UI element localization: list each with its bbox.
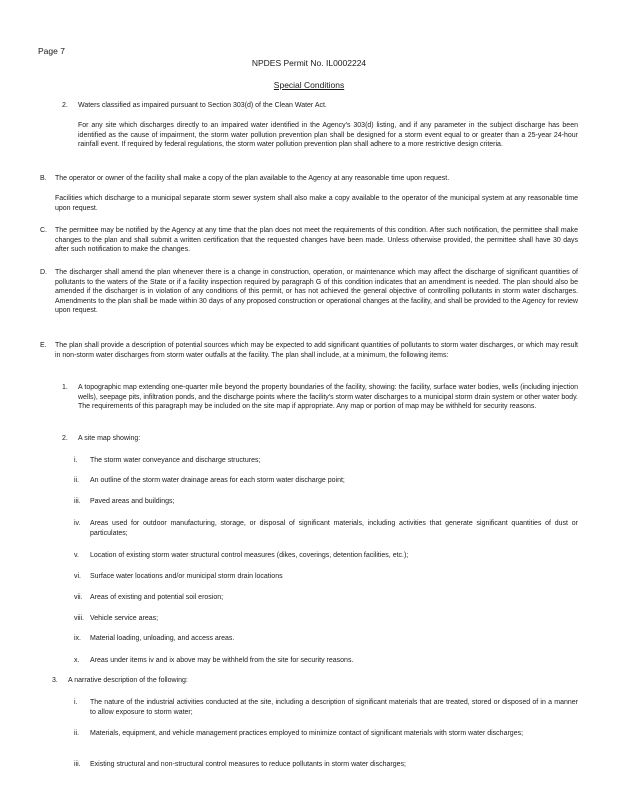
- site-map-item: Surface water locations and/or municipal storm drain locations: [90, 573, 283, 580]
- item-c-text: The permittee may be notified by the Agency at any time that the plan does not meet the requirements of this condition. After such notification, the permittee shall make changes to the plan and shall submit a written certification that the requested changes have been made. Unless otherwise provided, the permittee shall have 30 days after such notification to make the changes.: [55, 227, 578, 253]
- permit-number: NPDES Permit No. IL0002224: [251, 58, 367, 68]
- item-d-text: The discharger shall amend the plan whenever there is a change in construction, operation, or maintenance which may affect the discharge of significant quantities of pollutants to the waters of the State or if a facility inspection required by paragraph G of this condition indicates that an amendment is needed. The plan should also be amended if the discharger is in violation of any conditions of this permit, or has not achieved the general objective of controlling pollutants in storm water discharges. Amendments to the plan shall be made within 30 days of any proposed construction or operational changes at the facility, and shall be provided to the Agency for review upon request.: [55, 269, 578, 314]
- item-e2-text: A site map showing:: [78, 435, 141, 442]
- narrative-item: Existing structural and non-structural control measures to reduce pollutants in storm water discharges;: [90, 761, 406, 768]
- item-e1-marker: 1.: [62, 384, 68, 391]
- item-2-text: Waters classified as impaired pursuant to Section 303(d) of the Clean Water Act.: [78, 102, 327, 109]
- item-e1-text: A topographic map extending one-quarter mile beyond the property boundaries of the facility, showing: the facility, surface water bodies, wells (including injection wells), seepage pits, infiltration ponds, and the discharge points where the facility's storm water discharges to a municipal storm drain system or other water body. The requirements of this paragraph may be included on the site map if appropriate. Any map or portion of map may be withheld for security reasons.: [78, 384, 578, 410]
- item-2-marker: 2.: [62, 102, 68, 109]
- site-map-marker: ix.: [74, 635, 81, 642]
- narrative-item: Materials, equipment, and vehicle management practices employed to minimize contact of significant materials with storm water discharges;: [90, 730, 524, 737]
- item-2-paragraph: For any site which discharges directly to an impaired water identified in the Agency's 303(d) listing, and if any parameter in the subject discharge has been identified as the cause of impairment, the storm water pollution prevention plan shall be designed for a storm event equal to or greater than a 25-year 24-hour rainfall event. If required by federal regulations, the storm water pollution prevention plan shall adhere to a more restrictive design criteria.: [78, 122, 578, 148]
- site-map-marker: iv.: [74, 520, 81, 527]
- site-map-item: Material loading, unloading, and access areas.: [90, 635, 235, 642]
- site-map-item: Areas of existing and potential soil erosion;: [90, 594, 224, 601]
- site-map-item: An outline of the storm water drainage areas for each storm water discharge point;: [90, 477, 345, 484]
- narrative-marker: iii.: [74, 761, 81, 768]
- item-d-marker: D.: [40, 269, 47, 276]
- site-map-marker: vi.: [74, 573, 81, 580]
- site-map-item: Areas used for outdoor manufacturing, storage, or disposal of significant materials, including activities that generate significant quantities of dust or particulates;: [90, 520, 578, 537]
- item-b-paragraph: Facilities which discharge to a municipal separate storm sewer system shall also make a copy available to the operator of the municipal system at any reasonable time upon request.: [55, 195, 578, 212]
- page-number: Page 7: [38, 46, 65, 56]
- site-map-marker: vii.: [74, 594, 83, 601]
- site-map-marker: viii.: [74, 615, 85, 622]
- site-map-marker: ii.: [74, 477, 80, 484]
- narrative-marker: i.: [74, 699, 78, 706]
- site-map-item: The storm water conveyance and discharge structures;: [90, 457, 261, 464]
- site-map-marker: x.: [74, 657, 80, 664]
- site-map-marker: i.: [74, 457, 78, 464]
- site-map-marker: v.: [74, 552, 79, 559]
- narrative-item: The nature of the industrial activities conducted at the site, including a description of significant materials that are treated, stored or disposed of in a manner to allow exposure to storm water;: [90, 699, 578, 716]
- site-map-item: Areas under items iv and ix above may be withheld from the site for security reasons.: [90, 657, 354, 664]
- item-b-text: The operator or owner of the facility shall make a copy of the plan available to the Agency at any reasonable time upon request.: [55, 175, 450, 182]
- section-title: Special Conditions: [273, 80, 345, 90]
- site-map-marker: iii.: [74, 498, 81, 505]
- site-map-item: Vehicle service areas;: [90, 615, 159, 622]
- item-e3-text: A narrative description of the following:: [68, 677, 188, 684]
- item-e-text: The plan shall provide a description of potential sources which may be expected to add significant quantities of pollutants to storm water discharges, or which may result in non-storm water discharges from storm water outfalls at the facility. The plan shall include, at a minimum, the following items:: [55, 342, 578, 359]
- site-map-item: Location of existing storm water structural control measures (dikes, coverings, detention facilities, etc.);: [90, 552, 409, 559]
- site-map-item: Paved areas and buildings;: [90, 498, 175, 505]
- item-b-marker: B.: [40, 175, 47, 182]
- item-c-marker: C.: [40, 227, 47, 234]
- item-e-marker: E.: [40, 342, 47, 349]
- item-e3-marker: 3.: [52, 677, 58, 684]
- item-e2-marker: 2.: [62, 435, 68, 442]
- narrative-marker: ii.: [74, 730, 80, 737]
